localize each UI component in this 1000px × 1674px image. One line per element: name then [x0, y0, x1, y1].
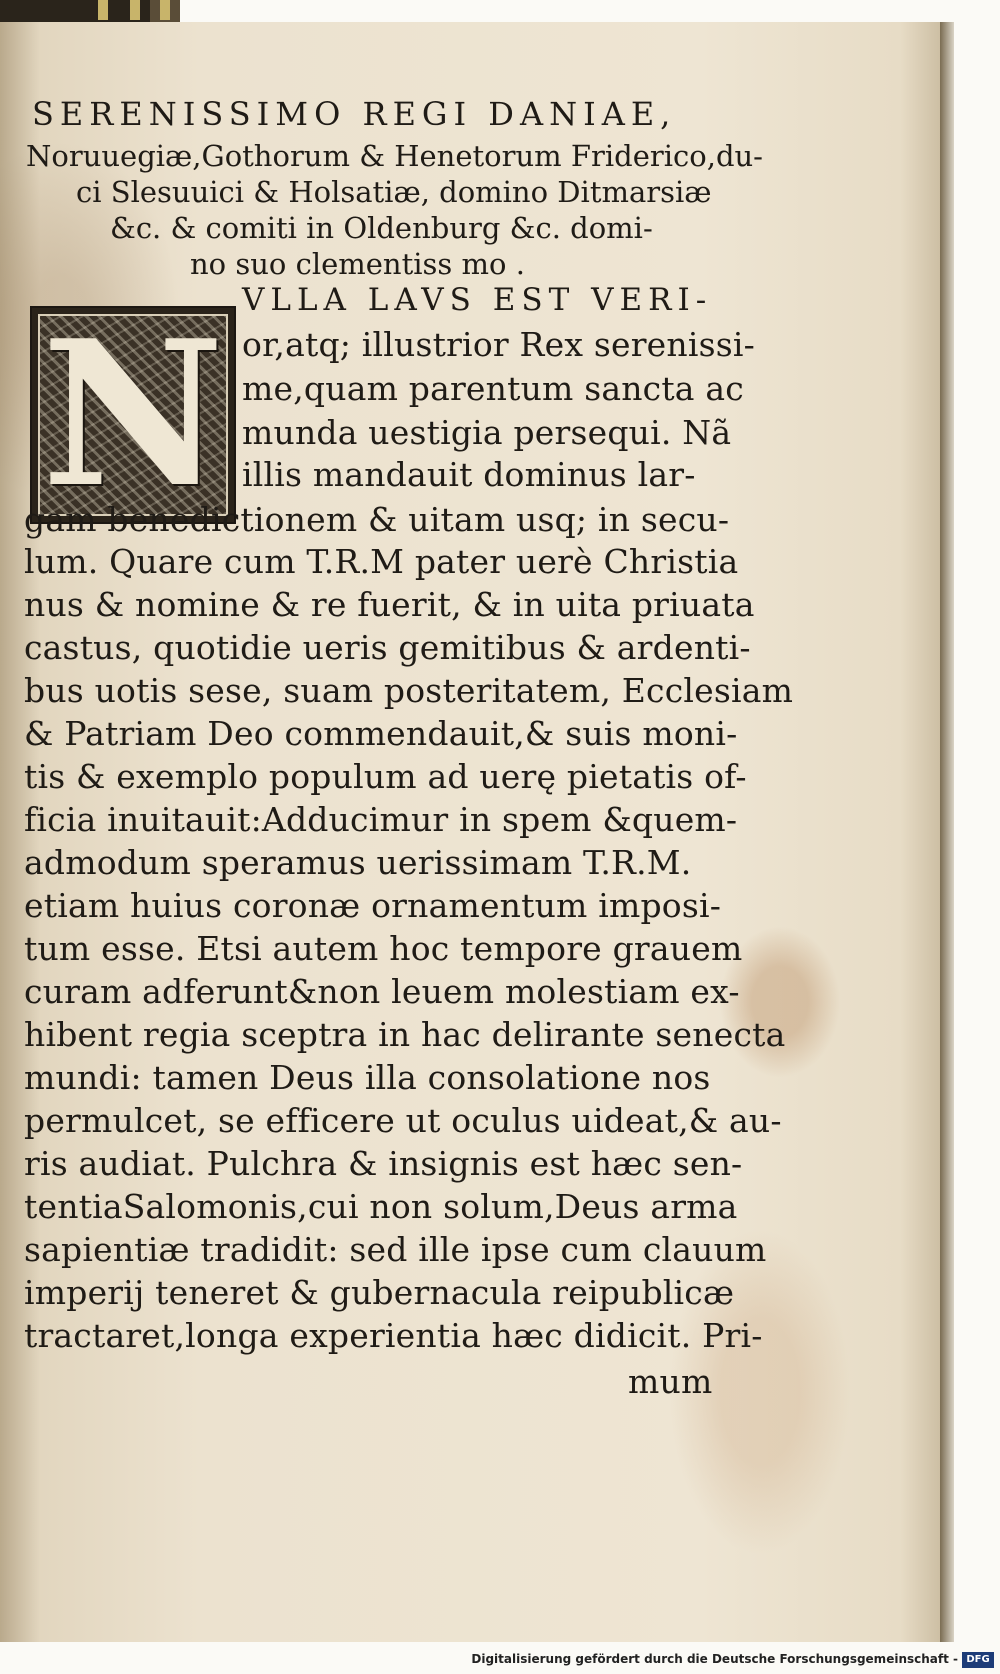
- text-line: lum. Quare cum T.R.M pater uerè Christia: [24, 542, 739, 581]
- footer-bar: [0, 1650, 1000, 1674]
- text-line: bus uotis sese, suam posteritatem, Ecclesiam: [24, 671, 794, 710]
- text-line: tum esse. Etsi autem hoc tempore grauem: [24, 929, 743, 968]
- page-marker-tab: [130, 0, 140, 20]
- text-line: tentiaSalomonis,cui non solum,Deus arma: [24, 1187, 738, 1226]
- text-line: or,atq; illustrior Rex serenissi-: [242, 325, 755, 364]
- text-line: tis & exemplo populum ad uerę pietatis of-: [24, 757, 747, 796]
- text-line: ris audiat. Pulchra & insignis est hæc sen-: [24, 1144, 743, 1183]
- text-line: gam benedictionem & uitam usq; in secu-: [24, 500, 730, 539]
- text-line: admodum speramus uerissimam T.R.M.: [24, 843, 692, 882]
- text-line: VLLA LAVS EST VERI-: [242, 282, 713, 318]
- text-line: me,quam parentum sancta ac: [242, 369, 744, 408]
- decorated-initial: [30, 297, 236, 532]
- scan-top-edge: [0, 0, 1000, 22]
- page-marker-tab: [98, 0, 108, 20]
- dedication-line: &c. & comiti in Oldenburg &c. domi-: [110, 211, 653, 245]
- text-line: nus & nomine & re fuerit, & in uita priuata: [24, 585, 755, 624]
- page-edge-shadow: [940, 22, 954, 1642]
- page-marker-tab: [160, 0, 170, 20]
- text-line: castus, quotidie ueris gemitibus & ardenti-: [24, 628, 751, 667]
- text-line: tractaret,longa experientia hæc didicit. Pri-: [24, 1316, 763, 1355]
- dedication-line: ci Slesuuici & Holsatiæ, domino Ditmarsiæ: [76, 175, 712, 209]
- text-line: illis mandauit dominus lar-: [242, 455, 696, 494]
- text-line: permulcet, se efficere ut oculus uideat,& au-: [24, 1101, 782, 1140]
- dedication-line: no suo clementiss mo .: [190, 247, 525, 281]
- text-line: sapientiæ tradidit: sed ille ipse cum clauum: [24, 1230, 767, 1269]
- text-line: munda uestigia persequi. Nã: [242, 413, 732, 452]
- dedication-line: Noruuegiæ,Gothorum & Henetorum Friderico,du-: [26, 139, 763, 173]
- text-line: curam adferunt&non leuem molestiam ex-: [24, 972, 740, 1011]
- text-line: & Patriam Deo commendauit,& suis moni-: [24, 714, 738, 753]
- text-line: ficia inuitauit:Adducimur in spem &quem-: [24, 800, 738, 839]
- book-page: [0, 22, 940, 1642]
- initial-letter: N: [41, 297, 225, 532]
- text-line: hibent regia sceptra in hac delirante senecta: [24, 1015, 786, 1054]
- dfg-logo-icon: DFG: [962, 1652, 994, 1668]
- funding-notice: Digitalisierung gefördert durch die Deutsche Forschungsgemeinschaft -: [471, 1652, 958, 1666]
- text-line: mundi: tamen Deus illa consolatione nos: [24, 1058, 711, 1097]
- catchword: mum: [628, 1362, 713, 1401]
- dedication-line: SERENISSIMO REGI DANIAE,: [32, 95, 677, 133]
- text-line: etiam huius coronæ ornamentum imposi-: [24, 886, 722, 925]
- text-line: imperij teneret & gubernacula reipublicæ: [24, 1273, 735, 1312]
